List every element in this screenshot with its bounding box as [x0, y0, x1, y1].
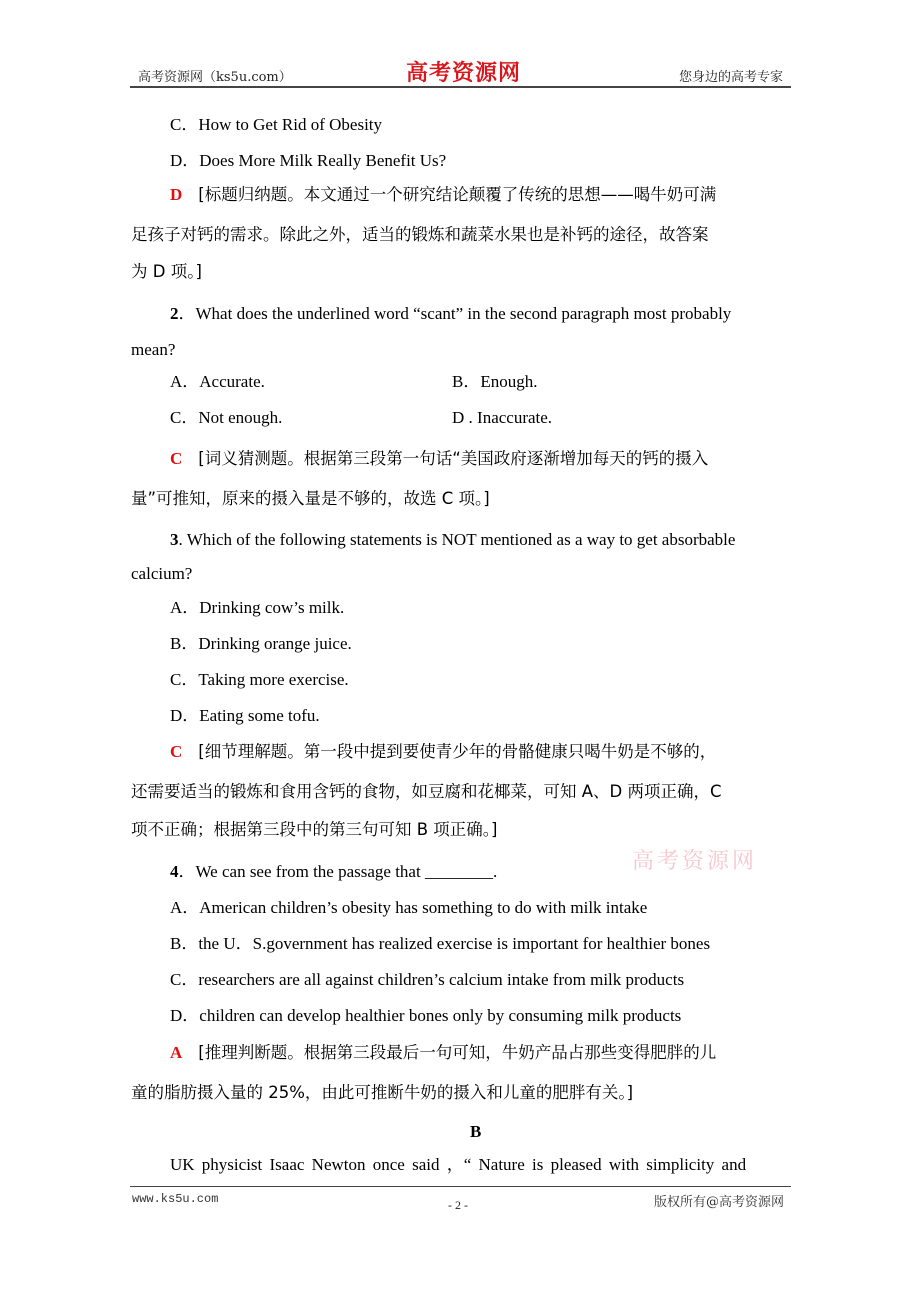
- header-site-name: 高考资源网（ks5u.com）: [138, 70, 292, 85]
- q4-answer: A: [170, 1043, 183, 1062]
- q1-explanation-line-1: D [标题归纳题。本文通过一个研究结论颠覆了传统的思想——喝牛奶可满: [170, 185, 717, 204]
- q1-explanation-line-3: 为 D 项。]: [131, 262, 202, 281]
- q2-option-a: A．Accurate.: [170, 372, 265, 391]
- q3-explanation-line-1: C [细节理解题。第一段中提到要使青少年的骨骼健康只喝牛奶是不够的，: [170, 742, 717, 761]
- q2-number: 2: [170, 304, 179, 323]
- page-number: - 2 -: [448, 1198, 468, 1212]
- q3-stem-line-1: 3. Which of the following statements is NOT mentioned as a way to get absorbable: [170, 530, 736, 549]
- q3-option-d: D．Eating some tofu.: [170, 706, 320, 725]
- q4-option-a: A．American children’s obesity has something to do with milk intake: [170, 898, 648, 917]
- q1-answer: D: [170, 185, 183, 204]
- q4-stem: 4．We can see from the passage that ________.: [170, 862, 498, 881]
- q2-option-d: D . Inaccurate.: [452, 408, 553, 427]
- q2-options-row-1: [170, 372, 810, 392]
- q2-stem-line-2: mean?: [131, 340, 176, 359]
- watermark-logo: 高考资源网: [632, 849, 758, 874]
- q4-option-c: C．researchers are all against children’s calcium intake from milk products: [170, 970, 685, 989]
- q4-explanation-line-2: 童的脂肪摄入量的 25%，由此可推断牛奶的摄入和儿童的肥胖有关。]: [131, 1083, 634, 1102]
- q3-answer: C: [170, 742, 183, 761]
- section-b-first-line: UK physicist Isaac Newton once said ，“ Nature is pleased with simplicity and: [170, 1155, 747, 1174]
- q1-option-c: C．How to Get Rid of Obesity: [170, 115, 383, 134]
- q2-stem-line-1: 2．What does the underlined word “scant” in the second paragraph most probably: [170, 304, 732, 323]
- q3-option-b: B．Drinking orange juice.: [170, 634, 352, 653]
- header-slogan: 您身边的高考专家: [678, 70, 783, 85]
- q4-number: 4: [170, 862, 179, 881]
- q4-explanation-line-1: A [推理判断题。根据第三段最后一句可知，牛奶产品占那些变得肥胖的儿: [170, 1043, 717, 1062]
- q3-option-a: A．Drinking cow’s milk.: [170, 598, 345, 617]
- q3-stem-line-2: calcium?: [131, 564, 193, 583]
- q2-option-b: B．Enough.: [452, 372, 538, 391]
- q2-explanation-line-1: C [词义猜测题。根据第三段第一句话“美国政府逐渐增加每天的钙的摄入: [170, 449, 709, 468]
- header-divider: [130, 86, 791, 88]
- q4-option-d: D．children can develop healthier bones only by consuming milk products: [170, 1006, 682, 1025]
- section-b-title: B: [470, 1122, 482, 1141]
- q3-number: 3: [170, 530, 179, 549]
- q2-answer: C: [170, 449, 183, 468]
- q2-options-row-2: [170, 408, 810, 428]
- footer-url: www.ks5u.com: [132, 1192, 219, 1206]
- q3-explanation-line-2: 还需要适当的锻炼和食用含钙的食物，如豆腐和花椰菜，可知 A、D 两项正确，C: [131, 782, 722, 801]
- q2-option-c: C．Not enough.: [170, 408, 283, 427]
- q3-option-c: C．Taking more exercise.: [170, 670, 349, 689]
- footer-copyright: 版权所有@高考资源网: [653, 1195, 784, 1210]
- q2-explanation-line-2: 量”可推知，原来的摄入量是不够的，故选 C 项。]: [131, 489, 490, 508]
- q1-option-d: D．Does More Milk Really Benefit Us?: [170, 151, 447, 170]
- q1-explanation-line-2: 足孩子对钙的需求。除此之外，适当的锻炼和蔬菜水果也是补钙的途径，故答案: [131, 225, 709, 244]
- q3-explanation-line-3: 项不正确；根据第三段中的第三句可知 B 项正确。]: [131, 820, 498, 839]
- header-logo: 高考资源网: [406, 60, 522, 86]
- q4-option-b: B．the U．S.government has realized exercise is important for healthier bones: [170, 934, 711, 953]
- footer-divider: [130, 1186, 791, 1187]
